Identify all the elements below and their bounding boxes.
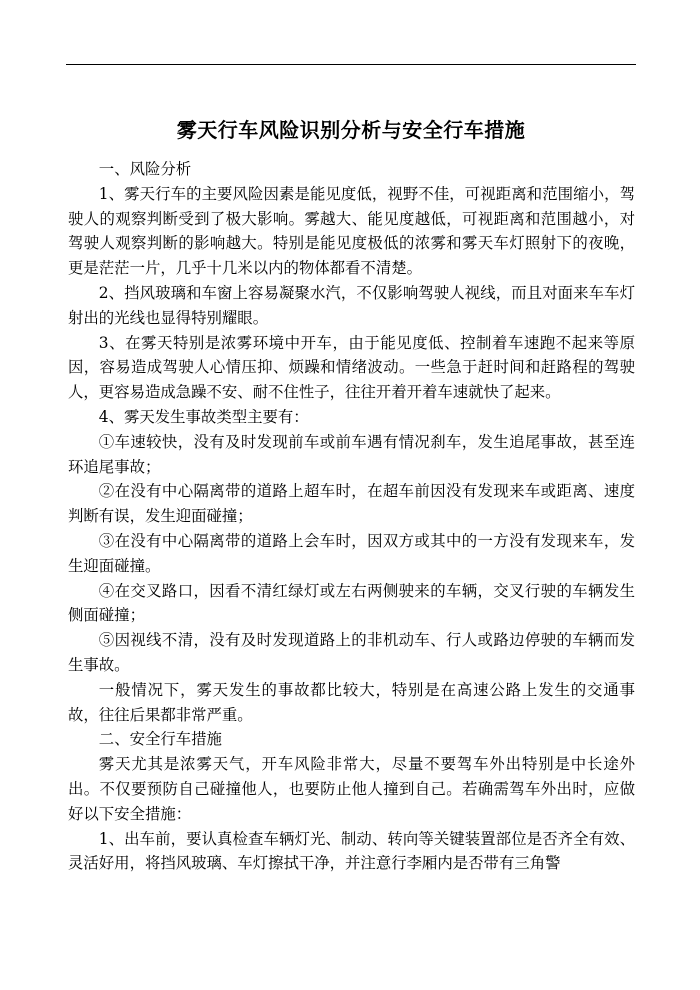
paragraph: 2、挡风玻璃和车窗上容易凝聚水汽，不仅影响驾驶人视线，而且对面来车车灯射出的光线也显得特别耀眼。 [68,283,635,327]
list-item: ⑤因视线不清，没有及时发现道路上的非机动车、行人或路边停驶的车辆而发生事故。 [68,631,635,674]
section-heading-safety-measures: 二、安全行车措施 [98,730,222,749]
paragraph: 3、在雾天特别是浓雾环境中开车，由于能见度低、控制着车速跑不起来等原因，容易造成驾驶人心情压抑、烦躁和情绪波动。一些急于赶时间和赶路程的驾驶人，更容易造成急躁不安、耐不住性子，往往开着开着车速就快了起来。 [68,333,635,402]
paragraph: 一般情况下，雾天发生的事故都比较大，特别是在高速公路上发生的交通事故，往往后果都非常严重。 [68,680,635,724]
section-heading-risk-analysis: 一、风险分析 [98,160,192,178]
list-item: ③在没有中心隔离带的道路上会车时，因双方或其中的一方没有发现来车，发生迎面碰撞。 [68,531,635,575]
paragraph: 1、出车前，要认真检查车辆灯光、制动、转向等关键装置部位是否齐全有效、灵活好用，将挡风玻璃、车灯擦拭干净，并注意行李厢内是否带有三角警 [68,829,635,873]
list-item: ②在没有中心隔离带的道路上超车时，在超车前因没有发现来车或距离、速度判断有误，发生迎面碰撞； [68,482,635,526]
paragraph: 1、雾天行车的主要风险因素是能见度低，视野不佳，可视距离和范围缩小，驾驶人的观察判断受到了极大影响。雾越大、能见度越低，可视距离和范围越小，对驾驶人观察判断的影响越大。特别是能见度极低的浓雾和雾天车灯照射下的夜晚，更是茫茫一片，几乎十几米以内的物体都看不清楚。 [68,184,635,278]
list-item: ①车速较快，没有及时发现前车或前车遇有情况刹车，发生追尾事故，甚至连环追尾事故； [68,432,635,476]
document-title: 雾天行车风险识别分析与安全行车措施 [176,118,526,142]
paragraph: 4、雾天发生事故类型主要有： [98,407,309,426]
list-item: ④在交叉路口，因看不清红绿灯或左右两侧驶来的车辆，交叉行驶的车辆发生侧面碰撞； [68,581,635,625]
header-divider [66,64,636,65]
document-body [68,157,635,876]
paragraph: 雾天尤其是浓雾天气，开车风险非常大，尽量不要驾车外出特别是中长途外出。不仅要预防自己碰撞他人，也要防止他人撞到自己。若确需驾车外出时，应做好以下安全措施： [68,755,635,823]
